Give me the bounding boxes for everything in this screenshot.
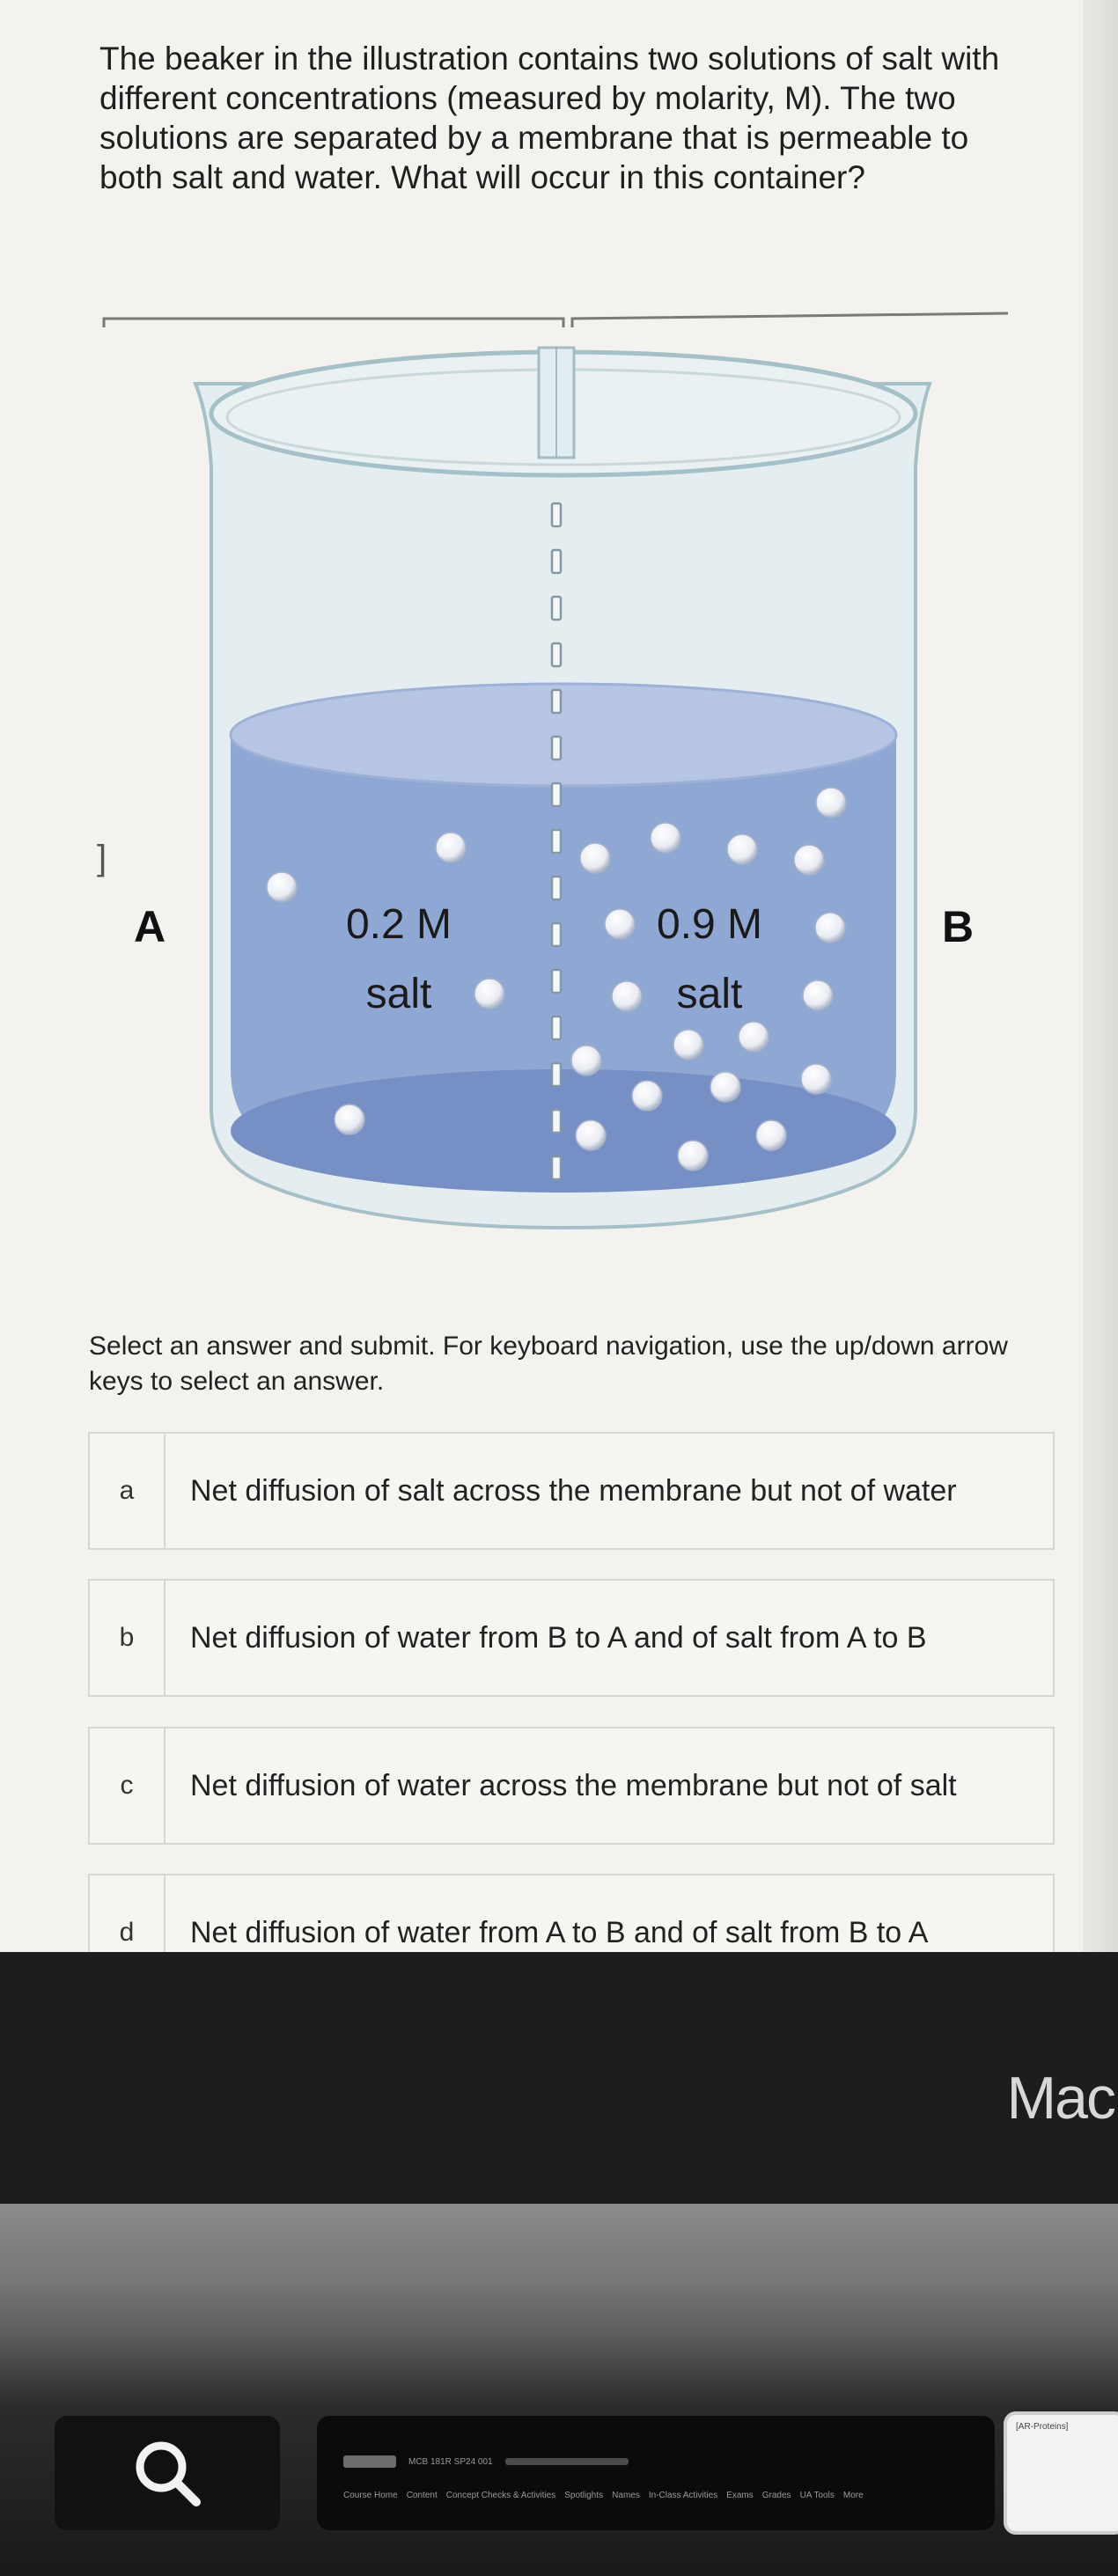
search-icon	[128, 2433, 207, 2513]
search-button[interactable]	[55, 2416, 280, 2530]
figure-top-rule-2	[104, 313, 1008, 327]
option-text: Net diffusion of water from B to A and of salt from A to B	[190, 1620, 927, 1655]
thumb-nav-item: Content	[406, 2490, 438, 2500]
keyboard-hinge	[0, 2204, 1118, 2333]
thumb-nav-item: Exams	[726, 2490, 754, 2500]
thumb-nav-item: More	[842, 2490, 864, 2500]
thumb-tools-icon	[505, 2458, 629, 2465]
answer-option-b[interactable]	[88, 1579, 1055, 1697]
browser-thumbnail[interactable]	[317, 2416, 995, 2530]
side-thumb-label: [AR-Proteins]	[1016, 2422, 1069, 2432]
option-letter: c	[90, 1728, 165, 1843]
brand-label: Mac	[1006, 2065, 1114, 2132]
laptop-bezel	[0, 1952, 1118, 2204]
side-window-thumbnail[interactable]	[1004, 2411, 1118, 2535]
solution-bottom-2	[231, 1069, 896, 1193]
bracket-mark: ]	[97, 839, 107, 877]
right-concentration: 0.9 M	[656, 901, 763, 948]
side-a-label: A	[133, 902, 166, 951]
answer-option-c[interactable]	[88, 1727, 1055, 1845]
side-b-label: B	[941, 902, 975, 951]
solution-surface-2	[231, 684, 896, 786]
thumb-nav-item: Names	[612, 2490, 640, 2500]
thumb-nav-item: Spotlights	[564, 2490, 604, 2500]
salt-particles-layer	[0, 0, 1118, 1250]
thumb-nav-item: Course Home	[343, 2490, 398, 2500]
thumb-course-label: MCB 181R SP24 001	[408, 2456, 493, 2467]
option-letter: a	[90, 1434, 165, 1548]
option-letter: d	[90, 1875, 165, 1952]
thumb-nav-item: UA Tools	[799, 2490, 835, 2500]
question-text: The beaker in the illustration contains two solutions of salt with different concentrations (measured by molarity, M). The two solutions are separated by a membrane that is permeable to both salt and water. What will occur in this container?	[99, 40, 1000, 195]
instructions-text: Select an answer and submit. For keyboard navigation, use the up/down arrow keys to select an answer.	[89, 1332, 1008, 1396]
thumb-nav-item: Grades	[761, 2490, 791, 2500]
left-concentration: 0.2 M	[345, 901, 452, 948]
answer-option-a[interactable]	[88, 1432, 1055, 1550]
thumb-nav-item: Concept Checks & Activities	[445, 2490, 556, 2500]
thumb-nav-item: In-Class Activities	[648, 2490, 718, 2500]
option-letter: b	[90, 1581, 165, 1695]
option-text: Net diffusion of salt across the membrane but not of water	[190, 1473, 957, 1508]
answer-option-d[interactable]	[88, 1874, 1055, 1952]
left-solute: salt	[365, 971, 432, 1017]
option-text: Net diffusion of water from A to B and of salt from B to A	[190, 1915, 929, 1949]
option-text: Net diffusion of water across the membrane but not of salt	[190, 1768, 957, 1802]
thumb-logo-icon	[343, 2455, 396, 2468]
membrane-pores-2	[552, 503, 561, 1179]
right-solute: salt	[676, 971, 743, 1017]
